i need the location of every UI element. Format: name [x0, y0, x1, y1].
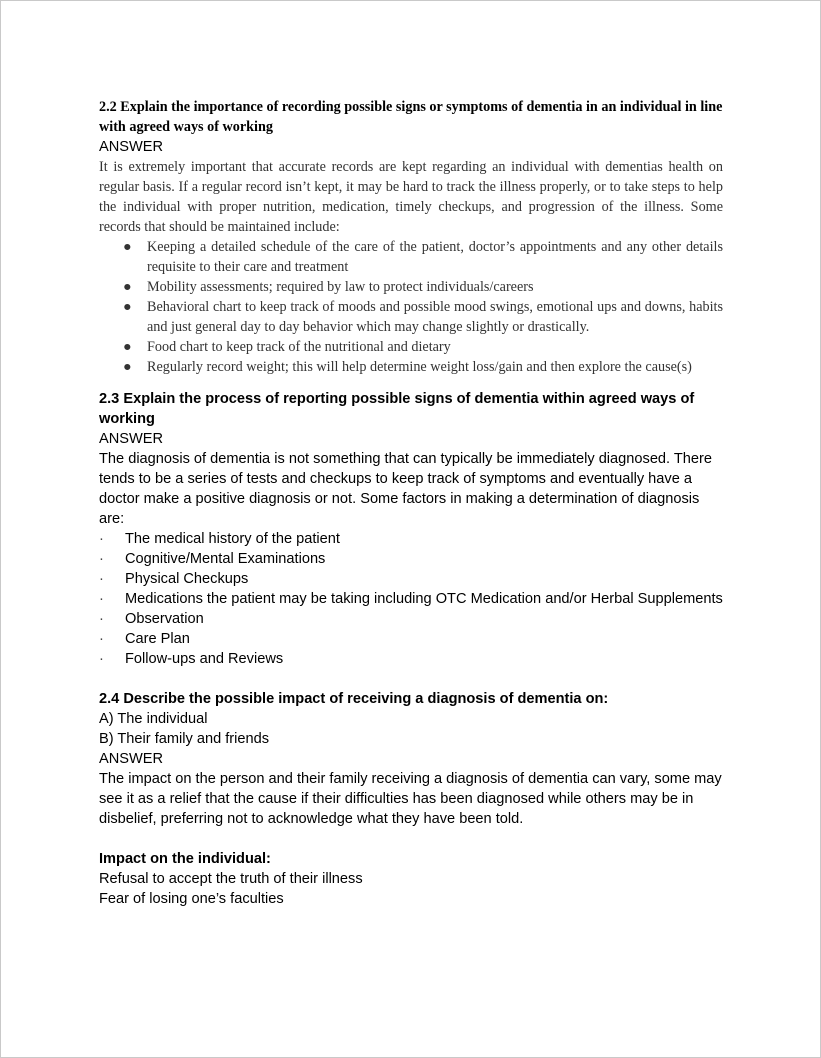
- document-content: [99, 97, 723, 909]
- list-item-text: The medical history of the patient: [125, 531, 340, 547]
- bullet-icon: ·: [99, 591, 104, 607]
- spacer: [99, 829, 723, 849]
- section-2-3-body: The diagnosis of dementia is not something that can typically be immediately diagnosed. There tends to be a series of tests and checkups to keep track of symptoms and eventually have a doctor make a positive diagnosis or not. Some factors in making a determination of diagnosis are:: [99, 451, 713, 527]
- spacer: [99, 377, 723, 389]
- list-item: [99, 649, 723, 669]
- bullet-icon: ·: [99, 551, 104, 567]
- impact-line: Fear of losing one’s faculties: [99, 891, 284, 907]
- list-item-text: Behavioral chart to keep track of moods and possible mood swings, emotional ups and downs, habits and just general day to day behavior which may change slightly or drastically.: [147, 299, 723, 335]
- list-item: [99, 549, 723, 569]
- bullet-icon: ●: [123, 279, 132, 295]
- list-item: [99, 277, 723, 297]
- section-2-4-answer-label: ANSWER: [99, 751, 164, 767]
- section-2-3-factor-list: [99, 529, 723, 669]
- section-2-2-body: It is extremely important that accurate records are kept regarding an individual with dementias health on regular basis. If a regular record isn’t kept, it may be hard to track the illness properly, or to take steps to help the individual with proper nutrition, medication, timely checkups, and progression of the illness. Some records that should be maintained include:: [99, 159, 723, 235]
- list-item-text: Keeping a detailed schedule of the care of the patient, doctor’s appointments and any other details requisite to their care and treatment: [147, 239, 723, 275]
- bullet-icon: ·: [99, 651, 104, 667]
- impact-line: Refusal to accept the truth of their illness: [99, 871, 363, 887]
- list-item: [99, 629, 723, 649]
- bullet-icon: ·: [99, 611, 104, 627]
- bullet-icon: ·: [99, 571, 104, 587]
- bullet-icon: ·: [99, 631, 104, 647]
- impact-individual-heading: Impact on the individual:: [99, 851, 271, 867]
- section-2-4-option-b: B) Their family and friends: [99, 731, 270, 747]
- section-2-4: [99, 689, 723, 909]
- list-item-text: Observation: [125, 611, 204, 627]
- section-2-4-option-a: A) The individual: [99, 711, 208, 727]
- bullet-icon: ●: [123, 239, 132, 255]
- list-item-text: Cognitive/Mental Examinations: [125, 551, 326, 567]
- section-2-3-heading: 2.3 Explain the process of reporting possible signs of dementia within agreed ways of working: [99, 391, 695, 427]
- list-item: [99, 357, 723, 377]
- list-item: [99, 297, 723, 337]
- bullet-icon: ●: [123, 299, 132, 315]
- section-2-2-answer-label: ANSWER: [99, 139, 164, 155]
- section-2-2-bullet-list: [99, 237, 723, 377]
- bullet-icon: ●: [123, 359, 132, 375]
- section-2-3-answer-label: ANSWER: [99, 431, 164, 447]
- list-item-text: Physical Checkups: [125, 571, 249, 587]
- list-item: [99, 529, 723, 549]
- list-item: [99, 237, 723, 277]
- list-item: [99, 569, 723, 589]
- list-item: [99, 337, 723, 357]
- spacer: [99, 669, 723, 689]
- list-item-text: Food chart to keep track of the nutritional and dietary: [147, 339, 451, 355]
- section-2-3: [99, 389, 723, 669]
- section-2-4-heading: 2.4 Describe the possible impact of receiving a diagnosis of dementia on:: [99, 691, 609, 707]
- list-item-text: Regularly record weight; this will help determine weight loss/gain and then explore the cause(s): [147, 359, 692, 375]
- bullet-icon: ●: [123, 339, 132, 355]
- list-item-text: Care Plan: [125, 631, 190, 647]
- section-2-2-heading: 2.2 Explain the importance of recording possible signs or symptoms of dementia in an individual in line with agreed ways of working: [99, 99, 723, 135]
- list-item-text: Medications the patient may be taking including OTC Medication and/or Herbal Supplements: [125, 591, 723, 607]
- bullet-icon: ·: [99, 531, 104, 547]
- section-2-4-body: The impact on the person and their family receiving a diagnosis of dementia can vary, some may see it as a relief that the cause if their difficulties has been diagnosed while others may be in disbelief, preferring not to acknowledge what they have been told.: [99, 771, 722, 827]
- list-item: [99, 589, 723, 609]
- section-2-2: [99, 97, 723, 377]
- list-item-text: Follow-ups and Reviews: [125, 651, 284, 667]
- list-item: [99, 609, 723, 629]
- list-item-text: Mobility assessments; required by law to protect individuals/careers: [147, 279, 534, 295]
